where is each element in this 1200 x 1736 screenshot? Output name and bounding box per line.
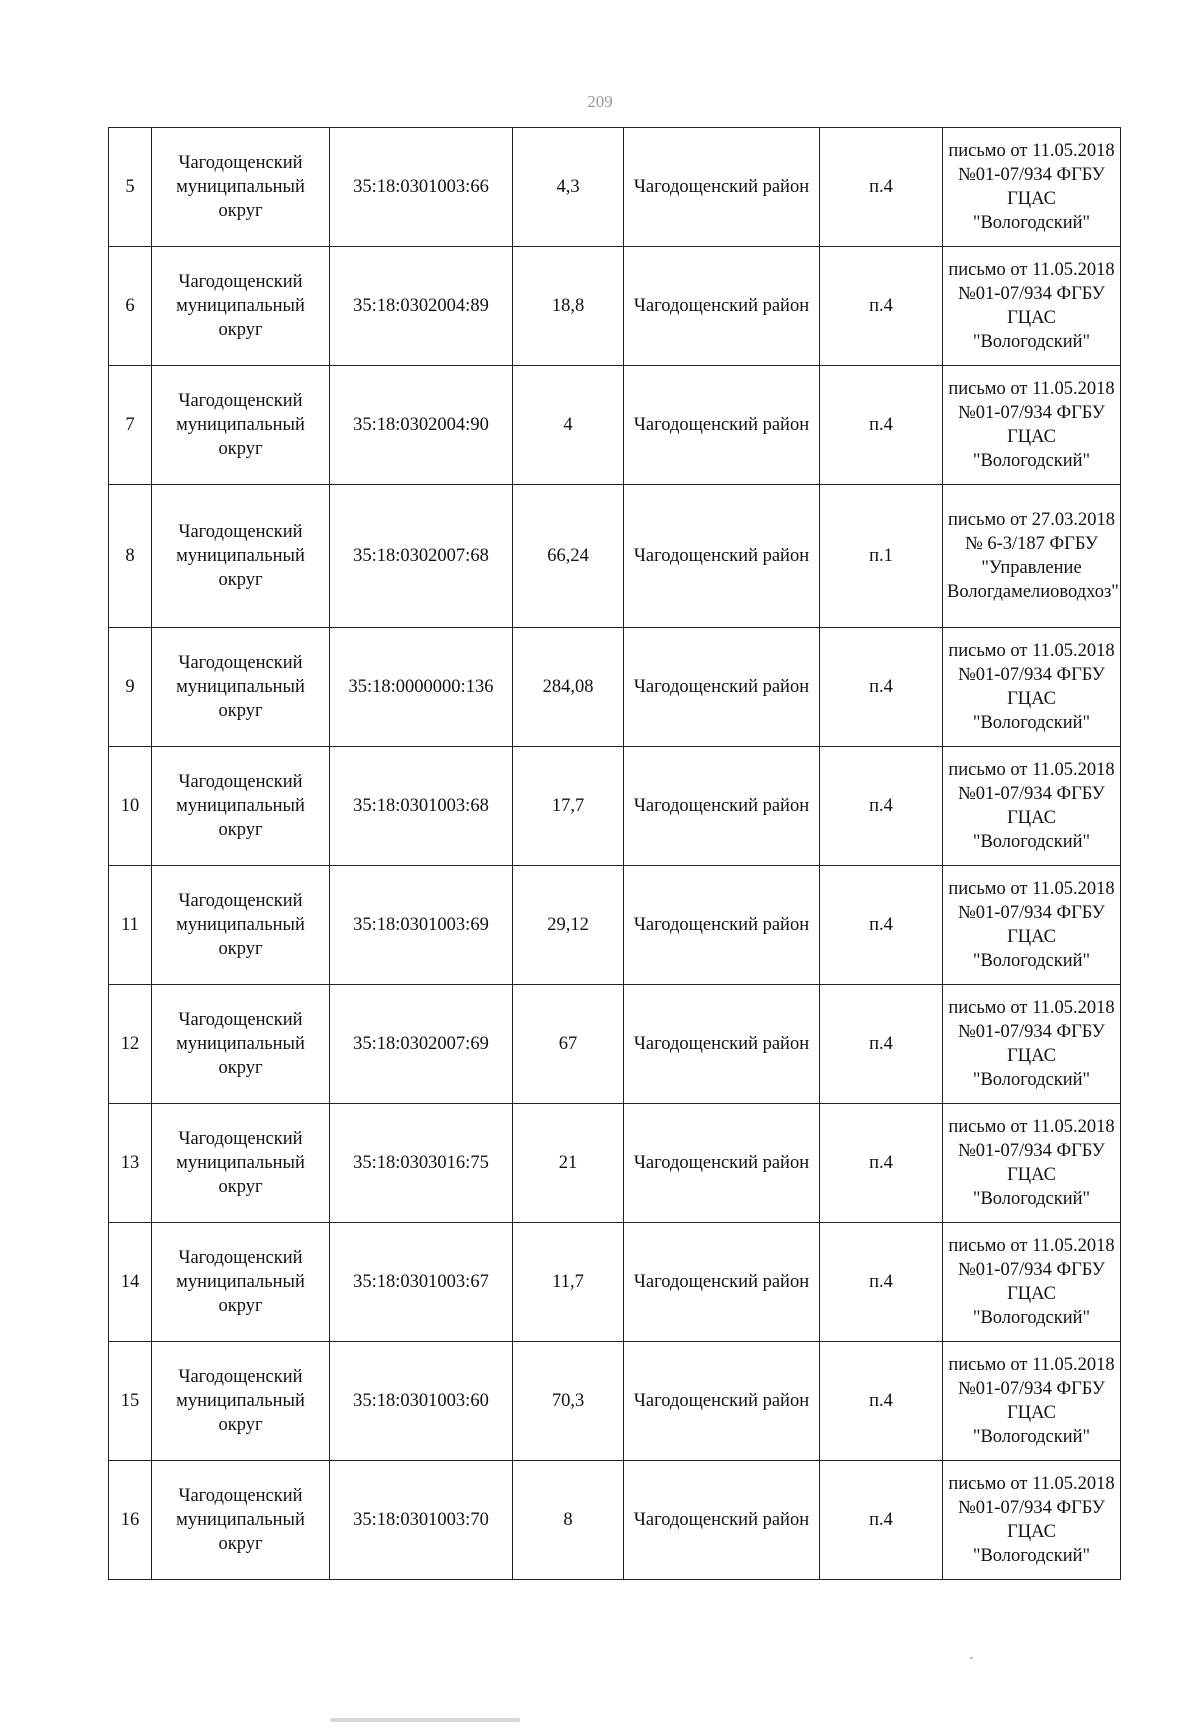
district-cell: Чагодощенский район bbox=[624, 866, 820, 985]
clause-cell: п.4 bbox=[820, 128, 943, 247]
scan-artifact bbox=[330, 1718, 520, 1722]
clause-cell: п.4 bbox=[820, 985, 943, 1104]
area-cell: 70,3 bbox=[513, 1342, 624, 1461]
cadastral-number-cell: 35:18:0301003:66 bbox=[330, 128, 513, 247]
table-row bbox=[109, 1342, 1121, 1461]
area-cell: 284,08 bbox=[513, 628, 624, 747]
district-cell: Чагодощенский район bbox=[624, 1223, 820, 1342]
basis-document-cell: письмо от 11.05.2018 №01-07/934 ФГБУ ГЦАС "Вологодский" bbox=[943, 866, 1121, 985]
district-cell: Чагодощенский район bbox=[624, 1342, 820, 1461]
clause-cell: п.4 bbox=[820, 1342, 943, 1461]
clause-cell: п.4 bbox=[820, 366, 943, 485]
municipality-cell: Чагодощенский муниципальный округ bbox=[152, 1461, 330, 1580]
clause-cell: п.1 bbox=[820, 485, 943, 628]
area-cell: 67 bbox=[513, 985, 624, 1104]
cadastral-number-cell: 35:18:0301003:68 bbox=[330, 747, 513, 866]
area-cell: 18,8 bbox=[513, 247, 624, 366]
row-number: 6 bbox=[109, 247, 152, 366]
municipality-cell: Чагодощенский муниципальный округ bbox=[152, 1223, 330, 1342]
area-cell: 17,7 bbox=[513, 747, 624, 866]
area-cell: 29,12 bbox=[513, 866, 624, 985]
district-cell: Чагодощенский район bbox=[624, 628, 820, 747]
cadastral-number-cell: 35:18:0301003:70 bbox=[330, 1461, 513, 1580]
row-number: 15 bbox=[109, 1342, 152, 1461]
table-row bbox=[109, 485, 1121, 628]
clause-cell: п.4 bbox=[820, 866, 943, 985]
basis-document-cell: письмо от 11.05.2018 №01-07/934 ФГБУ ГЦАС "Вологодский" bbox=[943, 366, 1121, 485]
district-cell: Чагодощенский район bbox=[624, 485, 820, 628]
municipality-cell: Чагодощенский муниципальный округ bbox=[152, 128, 330, 247]
row-number: 10 bbox=[109, 747, 152, 866]
table-row bbox=[109, 747, 1121, 866]
clause-cell: п.4 bbox=[820, 247, 943, 366]
clause-cell: п.4 bbox=[820, 747, 943, 866]
district-cell: Чагодощенский район bbox=[624, 747, 820, 866]
cadastral-number-cell: 35:18:0301003:60 bbox=[330, 1342, 513, 1461]
page-number: 209 bbox=[587, 92, 613, 111]
table-row bbox=[109, 985, 1121, 1104]
area-cell: 66,24 bbox=[513, 485, 624, 628]
basis-document-cell: письмо от 11.05.2018 №01-07/934 ФГБУ ГЦАС "Вологодский" bbox=[943, 747, 1121, 866]
district-cell: Чагодощенский район bbox=[624, 128, 820, 247]
cadastral-number-cell: 35:18:0302007:68 bbox=[330, 485, 513, 628]
basis-document-cell: письмо от 11.05.2018 №01-07/934 ФГБУ ГЦАС "Вологодский" bbox=[943, 1342, 1121, 1461]
area-cell: 21 bbox=[513, 1104, 624, 1223]
district-cell: Чагодощенский район bbox=[624, 366, 820, 485]
district-cell: Чагодощенский район bbox=[624, 985, 820, 1104]
table-row bbox=[109, 247, 1121, 366]
table-row bbox=[109, 1461, 1121, 1580]
row-number: 11 bbox=[109, 866, 152, 985]
table-row bbox=[109, 1223, 1121, 1342]
row-number: 8 bbox=[109, 485, 152, 628]
table-row bbox=[109, 128, 1121, 247]
clause-cell: п.4 bbox=[820, 1223, 943, 1342]
area-cell: 8 bbox=[513, 1461, 624, 1580]
municipality-cell: Чагодощенский муниципальный округ bbox=[152, 485, 330, 628]
area-cell: 4 bbox=[513, 366, 624, 485]
basis-document-cell: письмо от 11.05.2018 №01-07/934 ФГБУ ГЦАС "Вологодский" bbox=[943, 128, 1121, 247]
municipality-cell: Чагодощенский муниципальный округ bbox=[152, 247, 330, 366]
table-row bbox=[109, 366, 1121, 485]
table-row bbox=[109, 866, 1121, 985]
municipality-cell: Чагодощенский муниципальный округ bbox=[152, 1104, 330, 1223]
row-number: 9 bbox=[109, 628, 152, 747]
basis-document-cell: письмо от 11.05.2018 №01-07/934 ФГБУ ГЦАС "Вологодский" bbox=[943, 1104, 1121, 1223]
basis-document-cell: письмо от 27.03.2018 № 6-3/187 ФГБУ "Управление Вологдамелиоводхоз" bbox=[943, 485, 1121, 628]
basis-document-cell: письмо от 11.05.2018 №01-07/934 ФГБУ ГЦАС "Вологодский" bbox=[943, 247, 1121, 366]
basis-document-cell: письмо от 11.05.2018 №01-07/934 ФГБУ ГЦАС "Вологодский" bbox=[943, 1461, 1121, 1580]
district-cell: Чагодощенский район bbox=[624, 247, 820, 366]
row-number: 5 bbox=[109, 128, 152, 247]
district-cell: Чагодощенский район bbox=[624, 1461, 820, 1580]
basis-document-cell: письмо от 11.05.2018 №01-07/934 ФГБУ ГЦАС "Вологодский" bbox=[943, 1223, 1121, 1342]
municipality-cell: Чагодощенский муниципальный округ bbox=[152, 628, 330, 747]
municipality-cell: Чагодощенский муниципальный округ bbox=[152, 866, 330, 985]
clause-cell: п.4 bbox=[820, 1461, 943, 1580]
basis-document-cell: письмо от 11.05.2018 №01-07/934 ФГБУ ГЦАС "Вологодский" bbox=[943, 985, 1121, 1104]
clause-cell: п.4 bbox=[820, 628, 943, 747]
municipality-cell: Чагодощенский муниципальный округ bbox=[152, 985, 330, 1104]
cadastral-number-cell: 35:18:0301003:67 bbox=[330, 1223, 513, 1342]
municipality-cell: Чагодощенский муниципальный округ bbox=[152, 366, 330, 485]
cadastral-number-cell: 35:18:0301003:69 bbox=[330, 866, 513, 985]
clause-cell: п.4 bbox=[820, 1104, 943, 1223]
cadastral-number-cell: 35:18:0302004:90 bbox=[330, 366, 513, 485]
scan-speck bbox=[970, 1657, 973, 1659]
land-plots-table bbox=[108, 127, 1121, 1580]
cadastral-number-cell: 35:18:0302007:69 bbox=[330, 985, 513, 1104]
table-row bbox=[109, 628, 1121, 747]
row-number: 7 bbox=[109, 366, 152, 485]
municipality-cell: Чагодощенский муниципальный округ bbox=[152, 747, 330, 866]
cadastral-number-cell: 35:18:0000000:136 bbox=[330, 628, 513, 747]
area-cell: 11,7 bbox=[513, 1223, 624, 1342]
cadastral-number-cell: 35:18:0303016:75 bbox=[330, 1104, 513, 1223]
row-number: 12 bbox=[109, 985, 152, 1104]
municipality-cell: Чагодощенский муниципальный округ bbox=[152, 1342, 330, 1461]
table-row bbox=[109, 1104, 1121, 1223]
row-number: 16 bbox=[109, 1461, 152, 1580]
cadastral-number-cell: 35:18:0302004:89 bbox=[330, 247, 513, 366]
area-cell: 4,3 bbox=[513, 128, 624, 247]
row-number: 14 bbox=[109, 1223, 152, 1342]
basis-document-cell: письмо от 11.05.2018 №01-07/934 ФГБУ ГЦАС "Вологодский" bbox=[943, 628, 1121, 747]
district-cell: Чагодощенский район bbox=[624, 1104, 820, 1223]
row-number: 13 bbox=[109, 1104, 152, 1223]
